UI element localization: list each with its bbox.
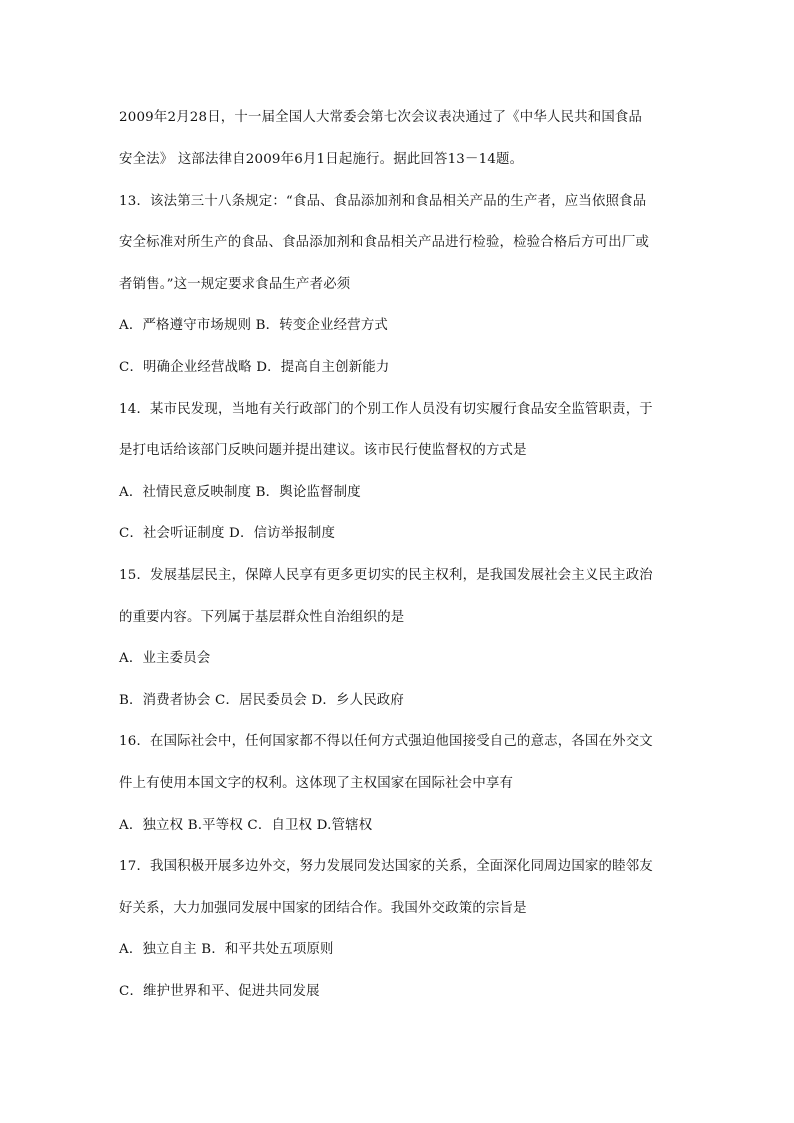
question-16-options: A．独立权 B.平等权 C．自卫权 D.管辖权 <box>119 818 373 833</box>
question-17-option-c: C．维护世界和平、促进共同发展 <box>119 984 320 999</box>
question-15-line-2: 的重要内容。下列属于基层群众性自治组织的是 <box>119 610 405 625</box>
question-14-options-ab: A．社情民意反映制度 B．舆论监督制度 <box>119 485 361 500</box>
question-17-line-2: 好关系，大力加强同发展中国家的团结合作。我国外交政策的宗旨是 <box>119 901 527 916</box>
question-15-line-1: 15．发展基层民主，保障人民享有更多更切实的民主权利，是我国发展社会主义民主政治 <box>119 568 653 583</box>
question-15-option-a: A．业主委员会 <box>119 651 211 666</box>
question-15-options-bcd: B．消费者协会 C．居民委员会 D．乡人民政府 <box>119 693 404 708</box>
question-14-line-1: 14．某市民发现，当地有关行政部门的个别工作人员没有切实履行食品安全监管职责，于 <box>119 402 653 417</box>
question-16-line-1: 16．在国际社会中，任何国家都不得以任何方式强迫他国接受自己的意志，各国在外交文 <box>119 734 653 749</box>
question-13-line-1: 13．该法第三十八条规定：“食品、食品添加剂和食品相关产品的生产者，应当依照食品 <box>119 194 647 209</box>
question-13-options-cd: C．明确企业经营战略 D．提高自主创新能力 <box>119 360 390 375</box>
question-14-options-cd: C．社会听证制度 D．信访举报制度 <box>119 526 336 541</box>
question-13-options-ab: A．严格遵守市场规则 B．转变企业经营方式 <box>119 318 388 333</box>
question-17-line-1: 17．我国积极开展多边外交，努力发展同发达国家的关系，全面深化同周边国家的睦邻友 <box>119 859 653 874</box>
question-17-options-ab: A．独立自主 B．和平共处五项原则 <box>119 942 334 957</box>
question-13-line-3: 者销售。”这一规定要求食品生产者必须 <box>119 277 351 292</box>
question-16-line-2: 件上有使用本国文字的权利。这体现了主权国家在国际社会中享有 <box>119 776 514 791</box>
intro-line-2: 安全法》 这部法律自2009年6月1日起施行。据此回答13－14题。 <box>119 152 524 167</box>
intro-line-1: 2009年2月28日，十一届全国人大常委会第七次会议表决通过了《中华人民共和国食品 <box>119 110 643 125</box>
question-13-line-2: 安全标准对所生产的食品、食品添加剂和食品相关产品进行检验，检验合格后方可出厂或 <box>119 235 650 250</box>
question-14-line-2: 是打电话给该部门反映问题并提出建议。该市民行使监督权的方式是 <box>119 443 527 458</box>
